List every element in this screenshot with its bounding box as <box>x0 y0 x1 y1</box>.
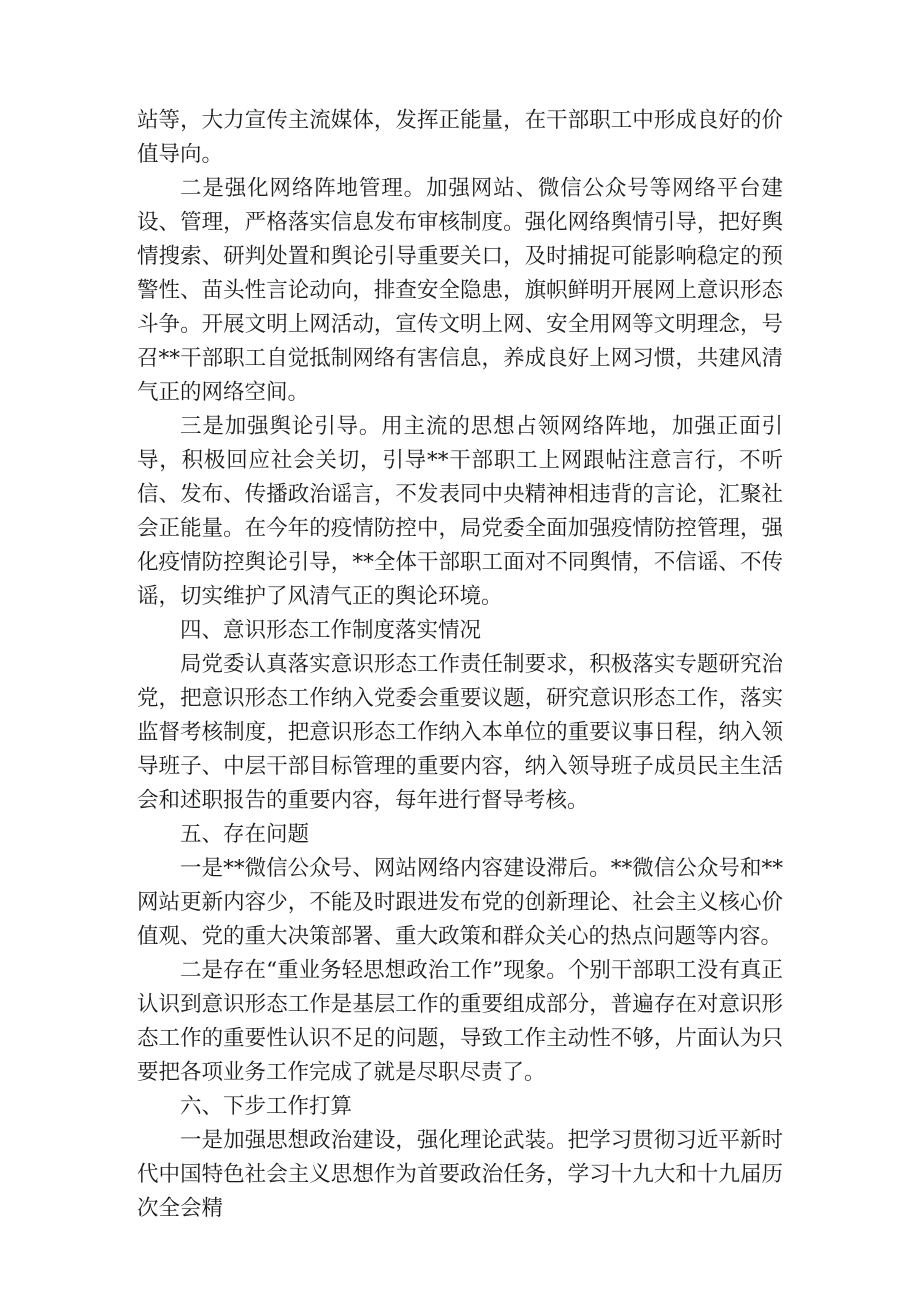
paragraph-problem-two: 二是存在“重业务轻思想政治工作”现象。个别干部职工没有真正认识到意识形态工作是基层工作的重要组成部分，普遍存在对意识形态工作的重要性认识不足的问题，导致工作主动性不够，片面认为只要把各项业务工作完成了就是尽职尽责了。 <box>137 958 783 1085</box>
paragraph-network-management: 二是强化网络阵地管理。加强网站、微信公众号等网络平台建设、管理，严格落实信息发布审核制度。强化网络舆情引导，把好舆情搜索、研判处置和舆论引导重要关口，及时捕捉可能影响稳定的预警性、苗头性言论动向，排查安全隐患，旗帜鲜明开展网上意识形态斗争。开展文明上网活动，宣传文明上网、安全用网等文明理念，号召**干部职工自觉抵制网络有害信息，养成良好上网习惯，共建风清气正的网络空间。 <box>137 176 783 405</box>
paragraph-public-opinion: 三是加强舆论引导。用主流的思想占领网络阵地，加强正面引导，积极回应社会关切，引导**干部职工上网跟帖注意言行，不听信、发布、传播政治谣言，不发表同中央精神相违背的言论，汇聚社会正能量。在今年的疫情防控中，局党委全面加强疫情防控管理，强化疫情防控舆论引导，**全体干部职工面对不同舆情，不信谣、不传谣，切实维护了风清气正的舆论环境。 <box>137 414 783 609</box>
paragraph-system-implementation: 局党委认真落实意识形态工作责任制要求，积极落实专题研究治党，把意识形态工作纳入党委会重要议题，研究意识形态工作，落实监督考核制度，把意识形态工作纳入本单位的重要议事日程，纳入领导班子、中层干部目标管理的重要内容，纳入领导班子成员民主生活会和述职报告的重要内容，每年进行督导考核。 <box>137 652 783 813</box>
document-page <box>137 104 783 1226</box>
paragraph-continuation: 站等，大力宣传主流媒体，发挥正能量，在干部职工中形成良好的价值导向。 <box>137 108 783 167</box>
section-heading-system-implementation: 四、意识形态工作制度落实情况 <box>180 618 482 643</box>
section-heading-problems: 五、存在问题 <box>180 822 310 847</box>
section-heading-next-steps: 六、下步工作打算 <box>180 1094 353 1119</box>
paragraph-problem-one: 一是**微信公众号、网站网络内容建设滞后。**微信公众号和**网站更新内容少，不能及时跟进发布党的创新理论、社会主义核心价值观、党的重大决策部署、重大政策和群众关心的热点问题等内容。 <box>137 856 783 949</box>
paragraph-next-step-one: 一是加强思想政治建设，强化理论武装。把学习贯彻习近平新时代中国特色社会主义思想作为首要政治任务，学习十九大和十九届历次全会精 <box>137 1128 783 1221</box>
